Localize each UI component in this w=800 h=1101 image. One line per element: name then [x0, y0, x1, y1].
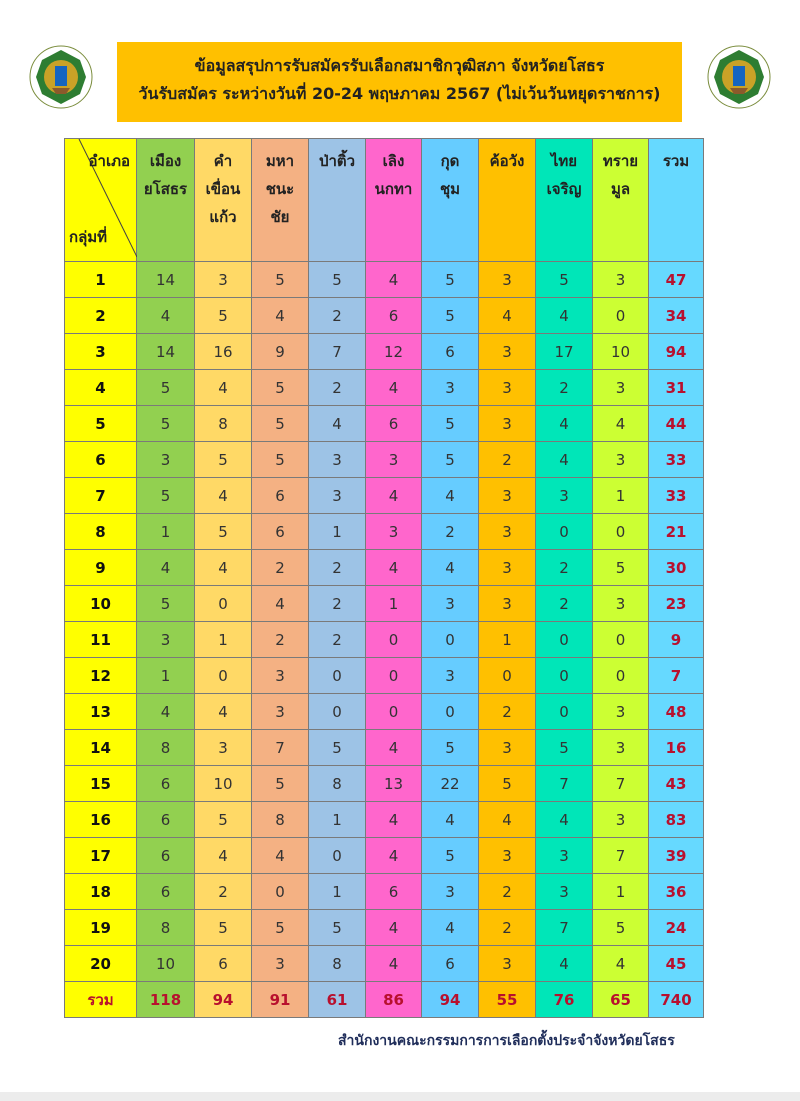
row-total: 30	[649, 550, 704, 586]
row-total: 16	[649, 730, 704, 766]
corner-cell	[65, 139, 137, 262]
table-row	[65, 730, 704, 766]
count-cell: 5	[195, 298, 252, 334]
count-cell: 4	[366, 262, 422, 298]
count-cell: 5	[137, 370, 195, 406]
count-cell: 2	[309, 622, 366, 658]
count-cell: 1	[309, 802, 366, 838]
row-total: 24	[649, 910, 704, 946]
row-total: 43	[649, 766, 704, 802]
count-cell: 6	[137, 838, 195, 874]
count-cell: 7	[252, 730, 309, 766]
count-cell: 4	[366, 370, 422, 406]
row-total: 83	[649, 802, 704, 838]
count-cell: 0	[195, 586, 252, 622]
group-number: 17	[65, 838, 137, 874]
table-row	[65, 910, 704, 946]
count-cell: 3	[366, 514, 422, 550]
count-cell: 5	[422, 298, 479, 334]
count-cell: 3	[422, 658, 479, 694]
count-cell: 12	[366, 334, 422, 370]
count-cell: 6	[366, 298, 422, 334]
group-number: 16	[65, 802, 137, 838]
count-cell: 6	[137, 766, 195, 802]
count-cell: 3	[479, 406, 536, 442]
count-cell: 3	[309, 478, 366, 514]
table-row	[65, 946, 704, 982]
row-total: 47	[649, 262, 704, 298]
sum-cell: 91	[252, 982, 309, 1018]
count-cell: 5	[422, 838, 479, 874]
count-cell: 8	[137, 910, 195, 946]
table-row	[65, 658, 704, 694]
count-cell: 3	[593, 730, 649, 766]
count-cell: 2	[252, 622, 309, 658]
count-cell: 3	[479, 478, 536, 514]
table-row	[65, 694, 704, 730]
count-cell: 2	[479, 874, 536, 910]
count-cell: 0	[195, 658, 252, 694]
count-cell: 4	[137, 550, 195, 586]
row-total: 9	[649, 622, 704, 658]
district-name-line: เจริญ	[546, 180, 582, 198]
count-cell: 4	[479, 298, 536, 334]
table-row	[65, 406, 704, 442]
count-cell: 8	[309, 766, 366, 802]
count-cell: 5	[252, 910, 309, 946]
count-cell: 3	[593, 262, 649, 298]
count-cell: 4	[536, 406, 593, 442]
sum-cell: 94	[422, 982, 479, 1018]
count-cell: 0	[309, 694, 366, 730]
count-cell: 4	[422, 550, 479, 586]
corner-district-label: อำเภอ	[88, 152, 130, 170]
count-cell: 3	[252, 694, 309, 730]
sum-cell: 86	[366, 982, 422, 1018]
count-cell: 3	[479, 550, 536, 586]
count-cell: 3	[479, 730, 536, 766]
count-cell: 1	[137, 514, 195, 550]
count-cell: 3	[252, 946, 309, 982]
count-cell: 0	[252, 874, 309, 910]
count-cell: 16	[195, 334, 252, 370]
group-number: 2	[65, 298, 137, 334]
count-cell: 2	[195, 874, 252, 910]
row-total: 36	[649, 874, 704, 910]
group-number: 4	[65, 370, 137, 406]
count-cell: 4	[137, 298, 195, 334]
provincial-seal-icon	[28, 44, 94, 110]
count-cell: 5	[137, 478, 195, 514]
count-cell: 5	[137, 406, 195, 442]
count-cell: 0	[593, 514, 649, 550]
sum-cell: 55	[479, 982, 536, 1018]
count-cell: 8	[195, 406, 252, 442]
count-cell: 5	[479, 766, 536, 802]
table-row	[65, 370, 704, 406]
count-cell: 5	[422, 262, 479, 298]
row-total: 31	[649, 370, 704, 406]
district-name-line: เขื่อน	[205, 180, 241, 198]
count-cell: 5	[252, 262, 309, 298]
count-cell: 6	[252, 478, 309, 514]
count-cell: 5	[195, 442, 252, 478]
count-cell: 7	[536, 910, 593, 946]
count-cell: 4	[252, 298, 309, 334]
count-cell: 5	[536, 262, 593, 298]
count-cell: 3	[479, 262, 536, 298]
row-total: 33	[649, 478, 704, 514]
count-cell: 4	[195, 694, 252, 730]
district-name-line: ไทย	[550, 152, 578, 170]
district-name-line: ชัย	[270, 208, 290, 226]
count-cell: 2	[536, 586, 593, 622]
count-cell: 5	[422, 730, 479, 766]
district-header	[366, 139, 422, 262]
count-cell: 3	[593, 370, 649, 406]
count-cell: 7	[309, 334, 366, 370]
count-cell: 4	[593, 406, 649, 442]
count-cell: 3	[252, 658, 309, 694]
count-cell: 4	[593, 946, 649, 982]
count-cell: 5	[252, 766, 309, 802]
count-cell: 4	[422, 910, 479, 946]
count-cell: 6	[366, 874, 422, 910]
count-cell: 6	[366, 406, 422, 442]
count-cell: 22	[422, 766, 479, 802]
count-cell: 10	[195, 766, 252, 802]
table-row	[65, 586, 704, 622]
district-name-line: เมือง	[149, 152, 182, 170]
count-cell: 5	[536, 730, 593, 766]
district-header	[422, 139, 479, 262]
table-row	[65, 262, 704, 298]
count-cell: 7	[536, 766, 593, 802]
row-total: 94	[649, 334, 704, 370]
count-cell: 0	[593, 658, 649, 694]
group-number: 14	[65, 730, 137, 766]
count-cell: 5	[252, 442, 309, 478]
group-number: 20	[65, 946, 137, 982]
row-total: 7	[649, 658, 704, 694]
count-cell: 2	[536, 550, 593, 586]
count-cell: 0	[309, 838, 366, 874]
group-number: 12	[65, 658, 137, 694]
count-cell: 4	[422, 802, 479, 838]
corner-group-label: กลุ่มที่	[69, 228, 108, 246]
count-cell: 4	[195, 370, 252, 406]
count-cell: 13	[366, 766, 422, 802]
table-row	[65, 550, 704, 586]
count-cell: 8	[252, 802, 309, 838]
district-name-line: ค้อวัง	[489, 152, 525, 170]
count-cell: 4	[366, 730, 422, 766]
count-cell: 5	[309, 262, 366, 298]
row-total: 44	[649, 406, 704, 442]
count-cell: 3	[479, 586, 536, 622]
count-cell: 0	[536, 658, 593, 694]
district-header	[536, 139, 593, 262]
count-cell: 6	[137, 802, 195, 838]
count-cell: 2	[309, 298, 366, 334]
count-cell: 3	[137, 622, 195, 658]
count-cell: 0	[479, 658, 536, 694]
footer-org: สำนักงานคณะกรรมการการเลือกตั้งประจำจังหวัดยโสธร	[338, 1033, 675, 1049]
count-cell: 5	[593, 550, 649, 586]
count-cell: 4	[366, 478, 422, 514]
group-number: 1	[65, 262, 137, 298]
count-cell: 5	[252, 370, 309, 406]
count-cell: 2	[309, 550, 366, 586]
count-cell: 4	[366, 802, 422, 838]
count-cell: 5	[593, 910, 649, 946]
count-cell: 4	[137, 694, 195, 730]
count-cell: 3	[593, 802, 649, 838]
count-cell: 4	[309, 406, 366, 442]
count-cell: 4	[366, 910, 422, 946]
count-cell: 6	[422, 334, 479, 370]
district-header	[309, 139, 366, 262]
count-cell: 0	[536, 622, 593, 658]
count-cell: 5	[137, 586, 195, 622]
count-cell: 17	[536, 334, 593, 370]
table-row	[65, 298, 704, 334]
count-cell: 3	[536, 874, 593, 910]
count-cell: 5	[309, 910, 366, 946]
row-total: 48	[649, 694, 704, 730]
count-cell: 4	[536, 298, 593, 334]
count-cell: 1	[479, 622, 536, 658]
count-cell: 2	[309, 586, 366, 622]
count-cell: 2	[252, 550, 309, 586]
district-name-line: ชุม	[439, 180, 461, 198]
title-banner	[117, 42, 682, 122]
count-cell: 4	[252, 838, 309, 874]
district-name-line: มหา	[265, 152, 295, 170]
count-cell: 8	[309, 946, 366, 982]
district-name-line: นกทา	[374, 180, 413, 198]
page-title: ข้อมูลสรุปการรับสมัครรับเลือกสมาชิกวุฒิสภา จังหวัดยโสธร	[194, 56, 605, 75]
count-cell: 2	[479, 910, 536, 946]
count-cell: 3	[366, 442, 422, 478]
district-header	[593, 139, 649, 262]
table-row	[65, 802, 704, 838]
group-number: 19	[65, 910, 137, 946]
count-cell: 4	[195, 550, 252, 586]
count-cell: 3	[593, 586, 649, 622]
sum-cell: 65	[593, 982, 649, 1018]
count-cell: 4	[422, 478, 479, 514]
group-number: 18	[65, 874, 137, 910]
district-name-line: แก้ว	[209, 208, 237, 226]
bottom-bar	[0, 1092, 800, 1101]
count-cell: 1	[593, 874, 649, 910]
provincial-seal-icon	[706, 44, 772, 110]
count-cell: 3	[422, 370, 479, 406]
count-cell: 5	[252, 406, 309, 442]
count-cell: 0	[309, 658, 366, 694]
count-cell: 3	[479, 946, 536, 982]
count-cell: 6	[252, 514, 309, 550]
group-number: 15	[65, 766, 137, 802]
count-cell: 1	[593, 478, 649, 514]
group-number: 7	[65, 478, 137, 514]
count-cell: 1	[309, 514, 366, 550]
count-cell: 4	[195, 838, 252, 874]
count-cell: 3	[536, 838, 593, 874]
count-cell: 5	[422, 442, 479, 478]
count-cell: 14	[137, 334, 195, 370]
count-cell: 1	[137, 658, 195, 694]
table-row	[65, 478, 704, 514]
count-cell: 10	[593, 334, 649, 370]
count-cell: 3	[479, 514, 536, 550]
table-row	[65, 442, 704, 478]
count-cell: 2	[479, 694, 536, 730]
total-header: รวม	[649, 139, 704, 262]
sum-cell: 118	[137, 982, 195, 1018]
sum-row	[65, 982, 704, 1018]
table-row	[65, 514, 704, 550]
count-cell: 3	[137, 442, 195, 478]
district-header	[137, 139, 195, 262]
group-number: 5	[65, 406, 137, 442]
count-cell: 4	[536, 946, 593, 982]
count-cell: 9	[252, 334, 309, 370]
count-cell: 3	[479, 370, 536, 406]
applicants-table	[64, 138, 704, 1018]
count-cell: 0	[536, 514, 593, 550]
district-name-line: ยโสธร	[143, 180, 188, 198]
count-cell: 1	[195, 622, 252, 658]
sum-cell: 94	[195, 982, 252, 1018]
count-cell: 7	[593, 838, 649, 874]
count-cell: 5	[309, 730, 366, 766]
count-cell: 4	[536, 442, 593, 478]
count-cell: 6	[137, 874, 195, 910]
count-cell: 3	[422, 874, 479, 910]
count-cell: 2	[479, 442, 536, 478]
count-cell: 8	[137, 730, 195, 766]
district-name-line: กุด	[440, 152, 460, 170]
table-row	[65, 766, 704, 802]
sum-label: รวม	[65, 982, 137, 1018]
group-number: 6	[65, 442, 137, 478]
count-cell: 3	[593, 442, 649, 478]
count-cell: 3	[195, 730, 252, 766]
row-total: 33	[649, 442, 704, 478]
count-cell: 7	[593, 766, 649, 802]
count-cell: 5	[195, 802, 252, 838]
district-name-line: ชนะ	[265, 180, 295, 198]
group-number: 3	[65, 334, 137, 370]
count-cell: 3	[422, 586, 479, 622]
table-row	[65, 874, 704, 910]
district-header	[195, 139, 252, 262]
count-cell: 0	[536, 694, 593, 730]
count-cell: 4	[366, 838, 422, 874]
count-cell: 6	[422, 946, 479, 982]
group-number: 13	[65, 694, 137, 730]
group-number: 10	[65, 586, 137, 622]
row-total: 45	[649, 946, 704, 982]
count-cell: 0	[422, 694, 479, 730]
count-cell: 0	[366, 622, 422, 658]
count-cell: 4	[536, 802, 593, 838]
group-number: 9	[65, 550, 137, 586]
count-cell: 1	[309, 874, 366, 910]
table-row	[65, 334, 704, 370]
count-cell: 4	[366, 946, 422, 982]
group-number: 8	[65, 514, 137, 550]
count-cell: 3	[593, 694, 649, 730]
table-row	[65, 838, 704, 874]
row-total: 21	[649, 514, 704, 550]
sum-cell: 61	[309, 982, 366, 1018]
count-cell: 4	[366, 550, 422, 586]
count-cell: 3	[309, 442, 366, 478]
page-subtitle: วันรับสมัคร ระหว่างวันที่ 20-24 พฤษภาคม 2567 (ไม่เว้นวันหยุดราชการ)	[138, 84, 661, 103]
header-row	[65, 139, 704, 262]
district-header	[252, 139, 309, 262]
count-cell: 5	[195, 910, 252, 946]
count-cell: 4	[252, 586, 309, 622]
count-cell: 2	[422, 514, 479, 550]
row-total: 23	[649, 586, 704, 622]
count-cell: 3	[536, 478, 593, 514]
row-total: 39	[649, 838, 704, 874]
count-cell: 1	[366, 586, 422, 622]
table-row	[65, 622, 704, 658]
count-cell: 2	[536, 370, 593, 406]
count-cell: 3	[479, 838, 536, 874]
count-cell: 10	[137, 946, 195, 982]
district-header	[479, 139, 536, 262]
grand-total: 740	[649, 982, 704, 1018]
count-cell: 2	[309, 370, 366, 406]
count-cell: 14	[137, 262, 195, 298]
district-name-line: ป่าติ้ว	[318, 152, 356, 170]
count-cell: 4	[195, 478, 252, 514]
group-number: 11	[65, 622, 137, 658]
count-cell: 0	[422, 622, 479, 658]
count-cell: 3	[479, 334, 536, 370]
count-cell: 0	[366, 658, 422, 694]
count-cell: 3	[195, 262, 252, 298]
sum-cell: 76	[536, 982, 593, 1018]
count-cell: 6	[195, 946, 252, 982]
count-cell: 5	[195, 514, 252, 550]
district-name-line: ทราย	[602, 152, 639, 170]
count-cell: 0	[593, 622, 649, 658]
district-name-line: เลิง	[382, 152, 405, 170]
row-total: 34	[649, 298, 704, 334]
count-cell: 0	[366, 694, 422, 730]
district-name-line: มูล	[610, 180, 631, 198]
district-name-line: คำ	[213, 152, 233, 170]
count-cell: 4	[479, 802, 536, 838]
count-cell: 0	[593, 298, 649, 334]
count-cell: 5	[422, 406, 479, 442]
